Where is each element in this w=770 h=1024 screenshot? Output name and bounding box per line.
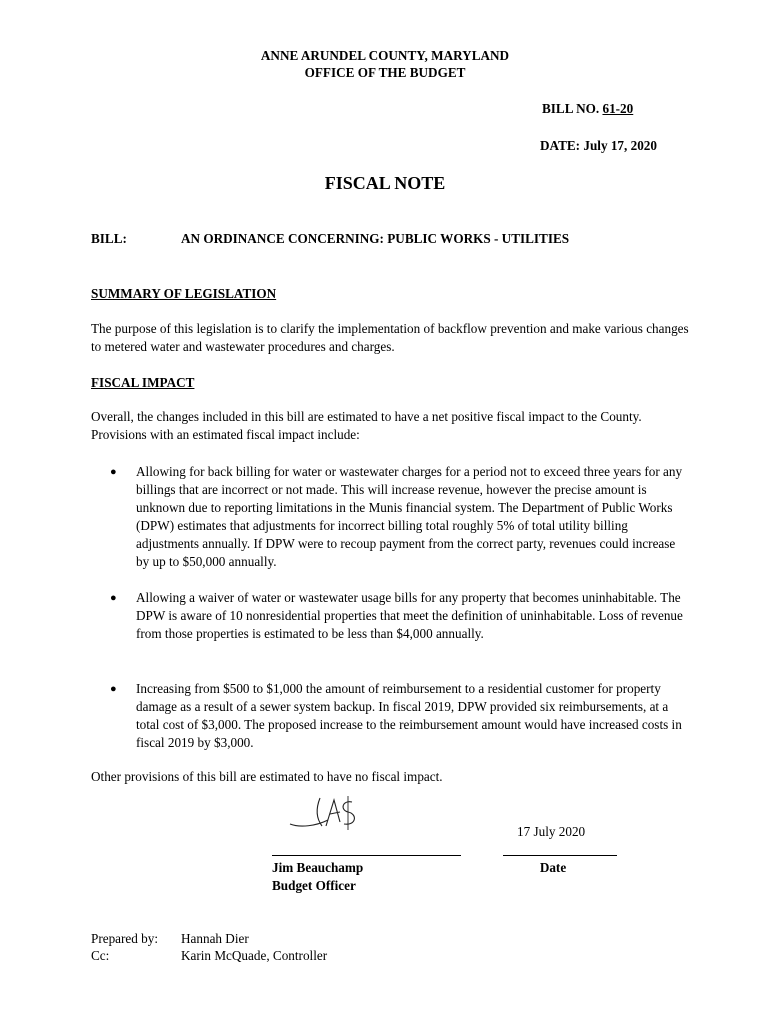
fiscal-impact-intro: Overall, the changes included in this bill are estimated to have a net positive fiscal impact to the County. Provisions with an estimated fiscal impact include: [91, 409, 642, 442]
list-item-text: Increasing from $500 to $1,000 the amount of reimbursement to a residential customer for property damage as a result of a sewer system backup. In fiscal 2019, DPW provided six reimbursements, at a total cost of $3,000. The proposed increase to the reimbursement amount would have increased costs in fiscal 2019 by $3,000. [136, 681, 682, 750]
date-label: Date [539, 860, 567, 875]
signature-image [286, 792, 376, 842]
officer-title: Budget Officer [272, 878, 356, 893]
page-title: FISCAL NOTE [324, 173, 446, 193]
bullet-icon: ● [110, 592, 117, 604]
bill-label: BILL: [91, 231, 127, 246]
bullet-icon: ● [110, 683, 117, 695]
document-date: DATE: July 17, 2020 [540, 138, 657, 153]
other-provisions-text: Other provisions of this bill are estimated to have no fiscal impact. [91, 769, 443, 784]
date-line [503, 855, 617, 856]
bill-number [542, 100, 655, 118]
summary-heading: SUMMARY OF LEGISLATION [91, 286, 277, 301]
office-name: OFFICE OF THE BUDGET [304, 65, 466, 80]
bill-number-label: BILL NO. [542, 101, 600, 116]
prepared-by-value: Hannah Dier [181, 931, 249, 946]
county-name: ANNE ARUNDEL COUNTY, MARYLAND [260, 48, 510, 63]
officer-name: Jim Beauchamp [272, 860, 364, 875]
fiscal-impact-heading: FISCAL IMPACT [91, 375, 195, 390]
list-item-text: Allowing a waiver of water or wastewater usage bills for any property that becomes uninhabitable. The DPW is aware of 10 nonresidential properties that meet the definition of uninhabitable. Loss of revenue from those properties is estimated to be less than $4,000 annually. [136, 590, 683, 641]
cc-value: Karin McQuade, Controller [181, 948, 328, 963]
cc-label: Cc: [91, 948, 110, 963]
signature-line [272, 855, 461, 856]
bill-title: AN ORDINANCE CONCERNING: PUBLIC WORKS - UTILITIES [181, 231, 570, 246]
prepared-by-label: Prepared by: [91, 931, 159, 946]
document-header [0, 47, 770, 81]
list-item-text: Allowing for back billing for water or wastewater charges for a period not to exceed three years for any billings that are incorrect or not made. This will increase revenue, however the precise amount is unknown due to reporting limitations in the Munis financial system. The Department of Public Works (DPW) estimates that adjustments for incorrect billing total roughly 5% of total utility billing adjustments annually. If DPW were to recoup payment from the correct party, revenues could increase by up to $50,000 annually. [136, 464, 683, 569]
bullet-icon: ● [110, 466, 117, 478]
bill-number-value: 61-20 [602, 101, 634, 116]
summary-text: The purpose of this legislation is to clarify the implementation of backflow prevention and make various changes to metered water and wastewater procedures and charges. [91, 321, 689, 354]
signed-date: 17 July 2020 [517, 824, 586, 839]
